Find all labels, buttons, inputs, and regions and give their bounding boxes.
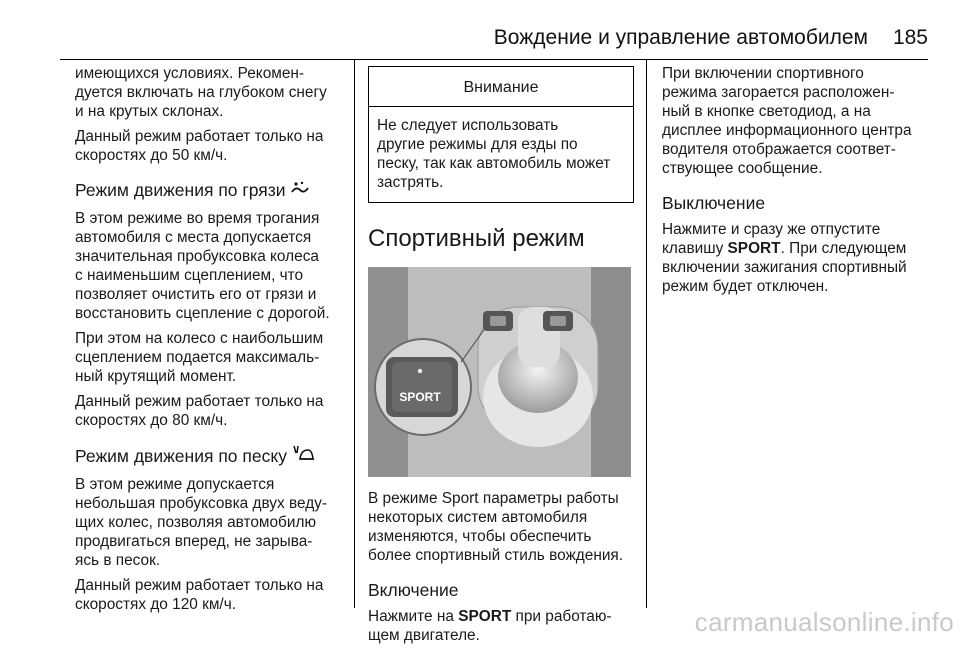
paragraph: При этом на колесо с наибольшим сцеплением подается максималь- ный крутящий момент. — [75, 330, 324, 385]
paragraph: В режиме Sport параметры работы некоторых систем автомобиля изменяются, чтобы обеспечить более спортивный стиль вождения. — [368, 490, 624, 564]
enable-instruction — [368, 607, 636, 645]
sport-key-label: SPORT — [458, 608, 512, 625]
paragraph: В этом режиме во время трогания автомобиля с места допускается значительная пробуксовка колеса с наименьшим сцеплением, что позволяет очистить его от грязи и восстановить сцепление с дорогой. — [75, 210, 330, 322]
warning-text: Не следует использовать другие режимы для езды по песку, так как автомобиль может застрять. — [377, 117, 611, 191]
mud-mode-icon — [290, 183, 310, 200]
sport-mode-heading: Спортивный режим — [368, 225, 585, 252]
column-divider-left — [354, 60, 355, 608]
paragraph: Данный режим работает только на скоростях до 80 км/ч. — [75, 393, 324, 429]
paragraph: Данный режим работает только на скоростях до 120 км/ч. — [75, 577, 324, 613]
page-number: 185 — [892, 26, 928, 49]
column-divider-right — [646, 60, 647, 608]
text-span: при работаю- щем двигателе. — [368, 608, 612, 644]
sand-mode-heading — [75, 444, 347, 469]
mud-mode-heading — [75, 179, 347, 203]
sport-button-label: SPORT — [399, 390, 441, 404]
sport-button-photo — [368, 267, 631, 477]
disable-instruction — [662, 220, 934, 296]
enable-heading: Включение — [368, 580, 459, 600]
text-span: . При следующем включении зажигания спортивный режим будет отключен. — [662, 240, 907, 295]
sand-mode-icon — [291, 449, 315, 466]
text-span: Нажмите и сразу же отпустите клавишу — [662, 221, 881, 257]
warning-title: Внимание — [369, 67, 633, 107]
header-divider — [60, 59, 928, 60]
text-span: Нажмите на — [368, 608, 459, 625]
paragraph: имеющихся условиях. Рекомен- дуется включать на глубоком снегу и на крутых склонах. — [75, 65, 327, 120]
sport-key-label: SPORT — [727, 240, 781, 257]
watermark: carmanualsonline.info — [694, 607, 954, 637]
page-header-title: Вождение и управление автомобилем — [493, 26, 868, 49]
middle-column — [368, 64, 636, 651]
sand-mode-heading-text: Режим движения по песку — [75, 446, 287, 466]
paragraph: При включении спортивного режима загорается расположен- ный в кнопке светодиод, а на дисплее информационного центра водителя отображается соответ- ствующее сообщение. — [662, 65, 912, 177]
warning-box — [368, 66, 634, 203]
mud-mode-heading-text: Режим движения по грязи — [75, 180, 286, 200]
disable-heading: Выключение — [662, 193, 766, 213]
paragraph: Данный режим работает только на скоростях до 50 км/ч. — [75, 128, 324, 164]
right-column — [662, 64, 934, 302]
paragraph: В этом режиме допускается небольшая пробуксовка двух веду- щих колес, позволяя автомобилю продвигаться вперед, не зарыва- ясь в песок. — [75, 476, 327, 569]
left-column — [75, 64, 347, 620]
